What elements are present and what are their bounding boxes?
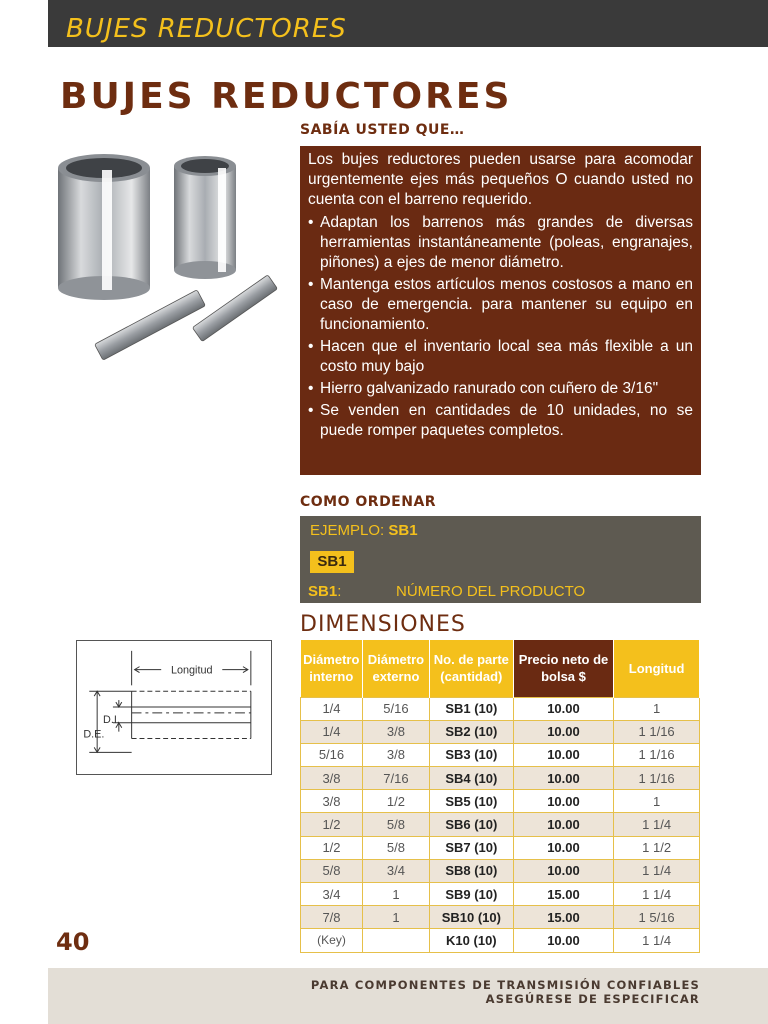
cell-interno: 7/8 <box>301 906 363 929</box>
cell-longitud: 1 5/16 <box>614 906 700 929</box>
cell-externo: 3/4 <box>362 859 429 882</box>
cell-longitud: 1 1/16 <box>614 743 700 766</box>
list-item: • Hierro galvanizado ranurado con cuñero de 3/16" <box>308 379 693 399</box>
list-item: • Se venden en cantidades de 10 unidades, no se puede romper paquetes completos. <box>308 401 693 441</box>
page-title: BUJES REDUCTORES <box>60 76 513 117</box>
dimensions-table <box>300 640 700 953</box>
cell-interno: 3/4 <box>301 883 363 906</box>
small-sleeve-icon <box>174 156 236 279</box>
large-sleeve-icon <box>58 154 150 300</box>
col-header-parte: No. de parte (cantidad) <box>429 640 513 697</box>
diagram-de-label: D.E. <box>83 728 105 741</box>
footer-line-1: PARA COMPONENTES DE TRANSMISIÓN CONFIABLES <box>310 978 700 992</box>
list-item: • Adaptan los barrenos más grandes de diversas herramientas instantáneamente (poleas, engranajes, piñones) a ejes de menor diámetro. <box>308 213 693 273</box>
table-row <box>301 790 700 813</box>
order-description: NÚMERO DEL PRODUCTO <box>396 583 586 600</box>
cell-precio: 10.00 <box>513 720 613 743</box>
cell-interno: 1/2 <box>301 836 363 859</box>
footer-line-2: ASEGÚRESE DE ESPECIFICAR <box>485 992 700 1006</box>
footer-bar <box>48 968 768 1024</box>
cell-interno: 3/8 <box>301 790 363 813</box>
list-item: • Hacen que el inventario local sea más flexible a un costo muy bajo <box>308 337 693 377</box>
cell-precio: 10.00 <box>513 859 613 882</box>
dimensiones-heading: DIMENSIONES <box>300 612 466 637</box>
info-intro: Los bujes reductores pueden usarse para acomodar urgentemente ejes más pequeños O cuando usted no cuenta con el barreno requerido. <box>308 151 693 208</box>
example-code: SB1 <box>388 522 418 539</box>
table-row <box>301 836 700 859</box>
cell-parte: SB3 (10) <box>429 743 513 766</box>
header-bar <box>48 0 768 47</box>
diagram-di-label: D.I. <box>103 713 120 726</box>
product-photo <box>50 150 290 370</box>
order-code <box>308 583 341 600</box>
cell-externo: 5/16 <box>362 697 429 720</box>
cell-externo <box>362 929 429 952</box>
cell-externo: 3/8 <box>362 743 429 766</box>
cell-externo: 1 <box>362 883 429 906</box>
table-row <box>301 743 700 766</box>
table-body <box>301 697 700 952</box>
cell-longitud: 1 <box>614 697 700 720</box>
cell-longitud: 1 1/4 <box>614 929 700 952</box>
cell-parte: SB8 (10) <box>429 859 513 882</box>
cell-longitud: 1 1/16 <box>614 720 700 743</box>
cell-parte: SB10 (10) <box>429 906 513 929</box>
cell-externo: 7/16 <box>362 767 429 790</box>
cell-externo: 1/2 <box>362 790 429 813</box>
cell-parte: SB5 (10) <box>429 790 513 813</box>
cell-parte: SB4 (10) <box>429 767 513 790</box>
cell-longitud: 1 1/4 <box>614 883 700 906</box>
cell-interno: 1/2 <box>301 813 363 836</box>
cell-longitud: 1 1/2 <box>614 836 700 859</box>
table-row <box>301 697 700 720</box>
cell-interno: 1/4 <box>301 697 363 720</box>
header-title: BUJES REDUCTORES <box>66 14 347 44</box>
cell-parte: SB1 (10) <box>429 697 513 720</box>
product-code-badge: SB1 <box>310 551 354 573</box>
cell-precio: 10.00 <box>513 767 613 790</box>
page-number: 40 <box>56 928 90 956</box>
table-row <box>301 883 700 906</box>
cell-externo: 3/8 <box>362 720 429 743</box>
cell-externo: 5/8 <box>362 813 429 836</box>
cell-interno: 5/8 <box>301 859 363 882</box>
col-header-longitud: Longitud <box>614 640 700 697</box>
cell-externo: 1 <box>362 906 429 929</box>
cell-precio: 10.00 <box>513 836 613 859</box>
cell-precio: 10.00 <box>513 790 613 813</box>
cell-precio: 15.00 <box>513 883 613 906</box>
left-margin <box>0 0 48 1024</box>
table-row <box>301 767 700 790</box>
cell-longitud: 1 1/16 <box>614 767 700 790</box>
cell-precio: 15.00 <box>513 906 613 929</box>
ordenar-heading: COMO ORDENAR <box>300 494 437 510</box>
col-header-externo: Diámetro externo <box>362 640 429 697</box>
footer-text <box>311 978 700 1006</box>
order-code-value: SB1 <box>308 583 338 600</box>
cell-precio: 10.00 <box>513 697 613 720</box>
sabia-heading: SABÍA USTED QUE… <box>300 122 465 138</box>
bushing-diagram <box>76 640 272 775</box>
list-item: • Mantenga estos artículos menos costosos a mano en caso de emergencia. para mantener su equipo en funcionamiento. <box>308 275 693 335</box>
cell-precio: 10.00 <box>513 743 613 766</box>
col-header-interno: Diámetro interno <box>301 640 363 697</box>
table-row <box>301 929 700 952</box>
col-header-precio: Precio neto de bolsa $ <box>513 640 613 697</box>
cell-parte: SB9 (10) <box>429 883 513 906</box>
cell-parte: SB6 (10) <box>429 813 513 836</box>
info-bullets <box>308 213 693 441</box>
table-row <box>301 906 700 929</box>
order-code-colon: : <box>337 583 342 600</box>
cell-precio: 10.00 <box>513 929 613 952</box>
diagram-longitud-label: Longitud <box>170 664 213 677</box>
cell-precio: 10.00 <box>513 813 613 836</box>
key-bar-icon <box>192 275 277 342</box>
table-row <box>301 813 700 836</box>
info-box <box>300 146 701 475</box>
key-bar-icon <box>95 290 206 360</box>
cell-externo: 5/8 <box>362 836 429 859</box>
cell-interno: 5/16 <box>301 743 363 766</box>
order-box <box>300 516 701 603</box>
cell-longitud: 1 <box>614 790 700 813</box>
cell-interno: 3/8 <box>301 767 363 790</box>
cell-interno: (Key) <box>301 929 363 952</box>
table-row <box>301 720 700 743</box>
cell-longitud: 1 1/4 <box>614 813 700 836</box>
table-header-row <box>301 640 700 697</box>
table-row <box>301 859 700 882</box>
cell-parte: SB7 (10) <box>429 836 513 859</box>
cell-interno: 1/4 <box>301 720 363 743</box>
example-label: EJEMPLO: <box>310 522 389 539</box>
cell-parte: SB2 (10) <box>429 720 513 743</box>
cell-longitud: 1 1/4 <box>614 859 700 882</box>
cell-parte: K10 (10) <box>429 929 513 952</box>
example-line <box>310 522 418 539</box>
